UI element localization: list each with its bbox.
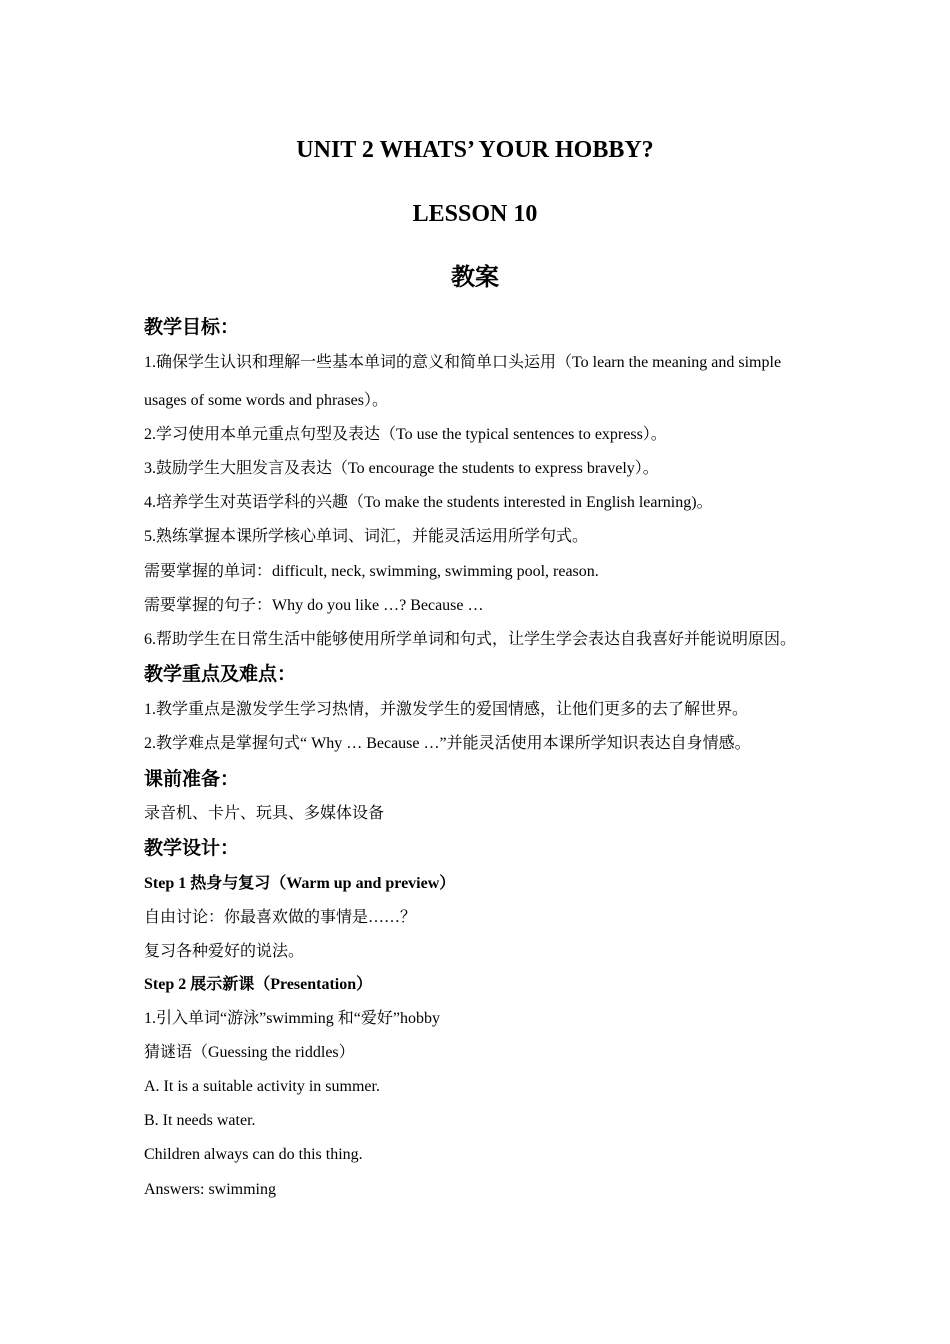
key-points-heading: 教学重点及难点： <box>144 663 297 685</box>
preparation-heading: 课前准备： <box>144 768 240 790</box>
lesson-title: LESSON 10 <box>412 201 538 227</box>
step-2-line-2: 猜谜语（Guessing the riddles） <box>144 1044 355 1061</box>
step-1-line-2: 复习各种爱好的说法。 <box>144 943 305 960</box>
riddle-clue-b: B. It needs water. <box>144 1112 256 1129</box>
objectives-heading: 教学目标： <box>144 316 240 338</box>
objective-5: 5.熟练掌握本课所学核心单词、词汇，并能灵活运用所学句式。 <box>144 528 589 545</box>
required-sentences: 需要掌握的句子：Why do you like …? Because … <box>144 597 484 614</box>
required-words: 需要掌握的单词：difficult, neck, swimming, swimming pool, reason. <box>144 563 599 580</box>
document-title: UNIT 2 WHATS’ YOUR HOBBY? <box>296 137 654 163</box>
objective-6: 6.帮助学生在日常生活中能够使用所学单词和句式，让学生学会表达自我喜好并能说明原因。 <box>144 631 797 648</box>
objective-3: 3.鼓励学生大胆发言及表达（To encourage the students to express bravely）。 <box>144 460 659 477</box>
objective-2: 2.学习使用本单元重点句型及表达（To use the typical sentences to express）。 <box>144 426 667 443</box>
riddle-answer: Answers: swimming <box>144 1181 276 1198</box>
key-point-1: 1.教学重点是激发学生学习热情，并激发学生的爱国情感，让他们更多的去了解世界。 <box>144 701 749 718</box>
key-point-2: 2.教学难点是掌握句式“ Why … Because …”并能灵活使用本课所学知识表达自身情感。 <box>144 735 751 752</box>
step-2-title: Step 2 展示新课（Presentation） <box>144 976 373 993</box>
riddle-clue-a: A. It is a suitable activity in summer. <box>144 1078 380 1095</box>
riddle-clue-c: Children always can do this thing. <box>144 1146 363 1163</box>
preparation-content: 录音机、卡片、玩具、多媒体设备 <box>144 805 385 822</box>
objective-1-line-1: 1.确保学生认识和理解一些基本单词的意义和简单口头运用（To learn the meaning and simple <box>144 354 782 371</box>
design-heading: 教学设计： <box>144 837 240 859</box>
step-2-line-1: 1.引入单词“游泳”swimming 和“爱好”hobby <box>144 1010 440 1027</box>
doc-type-title: 教案 <box>451 263 499 291</box>
objective-4: 4.培养学生对英语学科的兴趣（To make the students interested in English learning)。 <box>144 494 713 511</box>
objective-1-line-2: usages of some words and phrases）。 <box>144 392 388 409</box>
step-1-line-1: 自由讨论：你最喜欢做的事情是……？ <box>144 909 417 926</box>
step-1-title: Step 1 热身与复习（Warm up and preview） <box>144 875 456 892</box>
